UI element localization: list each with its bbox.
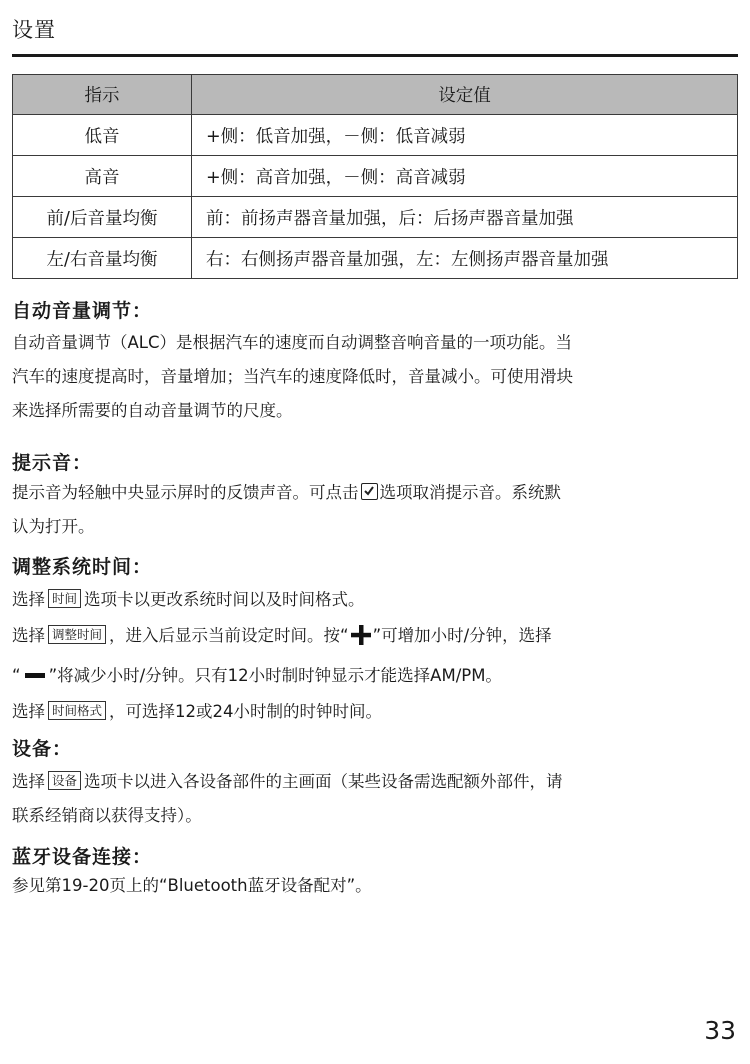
title-rule [12, 54, 738, 57]
table-cell-indicator: 低音 [13, 115, 192, 156]
time-text-line [12, 657, 742, 693]
table-cell-indicator: 前/后音量均衡 [13, 197, 192, 238]
plus-icon [351, 623, 371, 657]
beep-text-post: 选项取消提示音。系统默 [379, 483, 561, 502]
time-text-fragment: 选择 [12, 702, 45, 721]
bluetooth-heading: 蓝牙设备连接： [12, 846, 153, 868]
time-text-fragment: ，进入后显示当前设定时间。按“ [109, 626, 349, 645]
time-text-fragment: “ [12, 666, 21, 685]
table-cell-indicator: 左/右音量均衡 [13, 238, 192, 279]
table-cell-setting: 前：前扬声器音量加强，后：后扬声器音量加强 [192, 197, 738, 238]
device-text-fragment: 选项卡以进入各设备部件的主画面（某些设备需选配额外部件，请 [84, 772, 563, 791]
beep-heading: 提示音： [12, 452, 93, 474]
beep-text-line: 认为打开。 [12, 517, 95, 536]
page-number: 33 [704, 1016, 736, 1045]
table-row [13, 115, 738, 156]
device-heading: 设备： [12, 738, 73, 760]
checkbox-icon [361, 483, 378, 500]
device-text-fragment: 选择 [12, 772, 45, 791]
time-text-fragment: 选项卡以更改系统时间以及时间格式。 [84, 590, 365, 609]
beep-section [12, 451, 742, 544]
tab-label-time-format: 时间格式 [48, 701, 106, 720]
table-row [13, 197, 738, 238]
tab-label-time: 时间 [48, 589, 81, 608]
bluetooth-section [12, 845, 742, 903]
settings-table [12, 74, 738, 279]
table-row [13, 156, 738, 197]
table-cell-setting: +侧：低音加强，－侧：低音减弱 [192, 115, 738, 156]
time-heading: 调整系统时间： [12, 556, 153, 578]
alc-heading: 自动音量调节： [12, 300, 153, 322]
time-text-line [12, 619, 742, 657]
alc-section [12, 299, 742, 428]
bluetooth-text-line: 参见第19-20页上的“Bluetooth蓝牙设备配对”。 [12, 876, 372, 895]
time-text-line [12, 583, 742, 617]
time-text-fragment: ”将减少小时/分钟。只有12小时制时钟显示才能选择AM/PM。 [48, 666, 502, 685]
beep-text-pre: 提示音为轻触中央显示屏时的反馈声音。可点击 [12, 483, 359, 502]
table-cell-indicator: 高音 [13, 156, 192, 197]
alc-text-line: 汽车的速度提高时，音量增加；当汽车的速度降低时，音量减小。可使用滑块 [12, 367, 573, 386]
table-cell-setting: +侧：高音加强，－侧：高音减弱 [192, 156, 738, 197]
device-text-line [12, 765, 742, 799]
column-header-setting: 设定值 [192, 75, 738, 115]
alc-text-line: 来选择所需要的自动音量调节的尺度。 [12, 401, 293, 420]
time-text-fragment: ”可增加小时/分钟，选择 [372, 626, 552, 645]
device-text-line: 联系经销商以获得支持）。 [12, 806, 202, 825]
tab-label-device: 设备 [48, 771, 81, 790]
beep-text-line [12, 476, 742, 510]
page-title: 设置 [12, 18, 56, 42]
table-header-row [13, 75, 738, 115]
device-section [12, 737, 742, 833]
alc-text-line: 自动音量调节（ALC）是根据汽车的速度而自动调整音响音量的一项功能。当 [12, 333, 573, 352]
minus-icon [25, 657, 45, 691]
column-header-indicator: 指示 [13, 75, 192, 115]
tab-label-adjust-time: 调整时间 [48, 625, 106, 644]
time-section [12, 555, 742, 729]
table-row [13, 238, 738, 279]
time-text-fragment: ，可选择12或24小时制的时钟时间。 [109, 702, 383, 721]
time-text-fragment: 选择 [12, 590, 45, 609]
time-text-line [12, 695, 742, 729]
time-text-fragment: 选择 [12, 626, 45, 645]
table-cell-setting: 右：右侧扬声器音量加强，左：左侧扬声器音量加强 [192, 238, 738, 279]
